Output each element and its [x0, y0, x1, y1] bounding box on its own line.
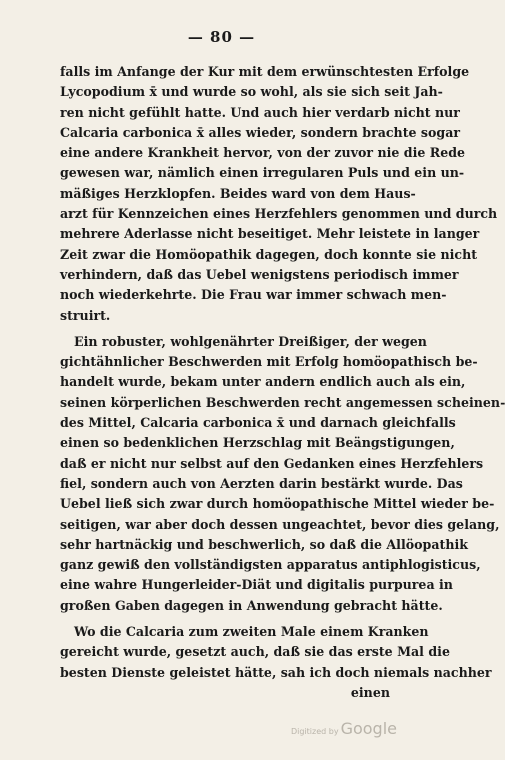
- text-line: großen Gaben dagegen in Anwendung gebracht hätte.: [60, 597, 443, 613]
- text-line: eine andere Krankheit hervor, von der zuvor nie die Rede: [60, 145, 466, 161]
- text-line: noch wiederkehrte. Die Frau war immer schwach men-: [60, 287, 447, 303]
- text-line: gichtähnlicher Beschwerden mit Erfolg homöopathisch be-: [60, 354, 478, 370]
- text-line: gewesen war, nämlich einen irregularen Puls und ein un-: [60, 165, 465, 181]
- text-line: mäßiges Herzklopfen. Beides ward von dem Haus-: [60, 185, 416, 201]
- text-line: mehrere Aderlasse nicht beseitiget. Mehr leistete in langer: [60, 226, 480, 242]
- text-line: verhindern, daß das Uebel wenigstens periodisch immer: [60, 266, 459, 282]
- text-line: ganz gewiß den vollständigsten apparatus antiphlogisticus,: [60, 557, 481, 573]
- text-line: sehr hartnäckig und beschwerlich, so daß die Allöopathik: [60, 536, 468, 552]
- text-line: besten Dienste geleistet hätte, sah ich doch niemals nachher: [60, 664, 492, 680]
- google-logo: Google: [340, 719, 397, 738]
- text-line: seinen körperlichen Beschwerden recht angemessen scheinen-: [60, 394, 505, 410]
- text-line: Calcaria carbonica x̄ alles wieder, sondern brachte sogar: [60, 124, 461, 140]
- text-line: falls im Anfange der Kur mit dem erwünschtesten Erfolge: [60, 64, 470, 79]
- text-line: ren nicht gefühlt hatte. Und auch hier verdarb nicht nur: [60, 104, 460, 120]
- text-line: handelt wurde, bekam unter andern endlich auch als ein,: [60, 374, 466, 390]
- text-line: fiel, sondern auch von Aerzten darin bestärkt wurde. Das: [60, 475, 463, 491]
- text-line: seitigen, war aber doch dessen ungeachtet, bevor dies gelang,: [60, 516, 500, 532]
- digitized-watermark: [291, 719, 397, 738]
- watermark-prefix: Digitized by: [290, 727, 339, 736]
- paragraph: [60, 332, 505, 616]
- paragraph: [60, 62, 498, 326]
- body-text: [60, 62, 505, 703]
- text-line: Lycopodium x̄ und wurde so wohl, als sie sich seit Jah-: [60, 84, 443, 100]
- text-line: Uebel ließ sich zwar durch homöopathische Mittel wieder be-: [60, 496, 495, 512]
- text-line: gereicht wurde, gesetzt auch, daß sie das erste Mal die: [60, 644, 450, 660]
- text-line: Wo die Calcaria zum zweiten Male einem Kranken: [74, 624, 429, 640]
- text-line: Zeit zwar die Homöopathik dagegen, doch konnte sie nicht: [60, 246, 478, 262]
- text-line: daß er nicht nur selbst auf den Gedanken eines Herzfehlers: [60, 455, 484, 471]
- text-line: arzt für Kennzeichen eines Herzfehlers genommen und durch: [60, 206, 498, 222]
- text-line: einen so bedenklichen Herzschlag mit Beängstigungen,: [60, 435, 455, 451]
- text-line: eine wahre Hungerleider-Diät und digitalis purpurea in: [60, 577, 453, 593]
- text-line: Ein robuster, wohlgenährter Dreißiger, der wegen: [74, 333, 427, 349]
- text-line: des Mittel, Calcaria carbonica x̄ und darnach gleichfalls: [60, 415, 456, 431]
- page-number: — 80 —: [187, 28, 256, 46]
- catchword: einen: [350, 684, 390, 700]
- paragraph: [60, 622, 492, 683]
- text-line: struirt.: [60, 307, 111, 323]
